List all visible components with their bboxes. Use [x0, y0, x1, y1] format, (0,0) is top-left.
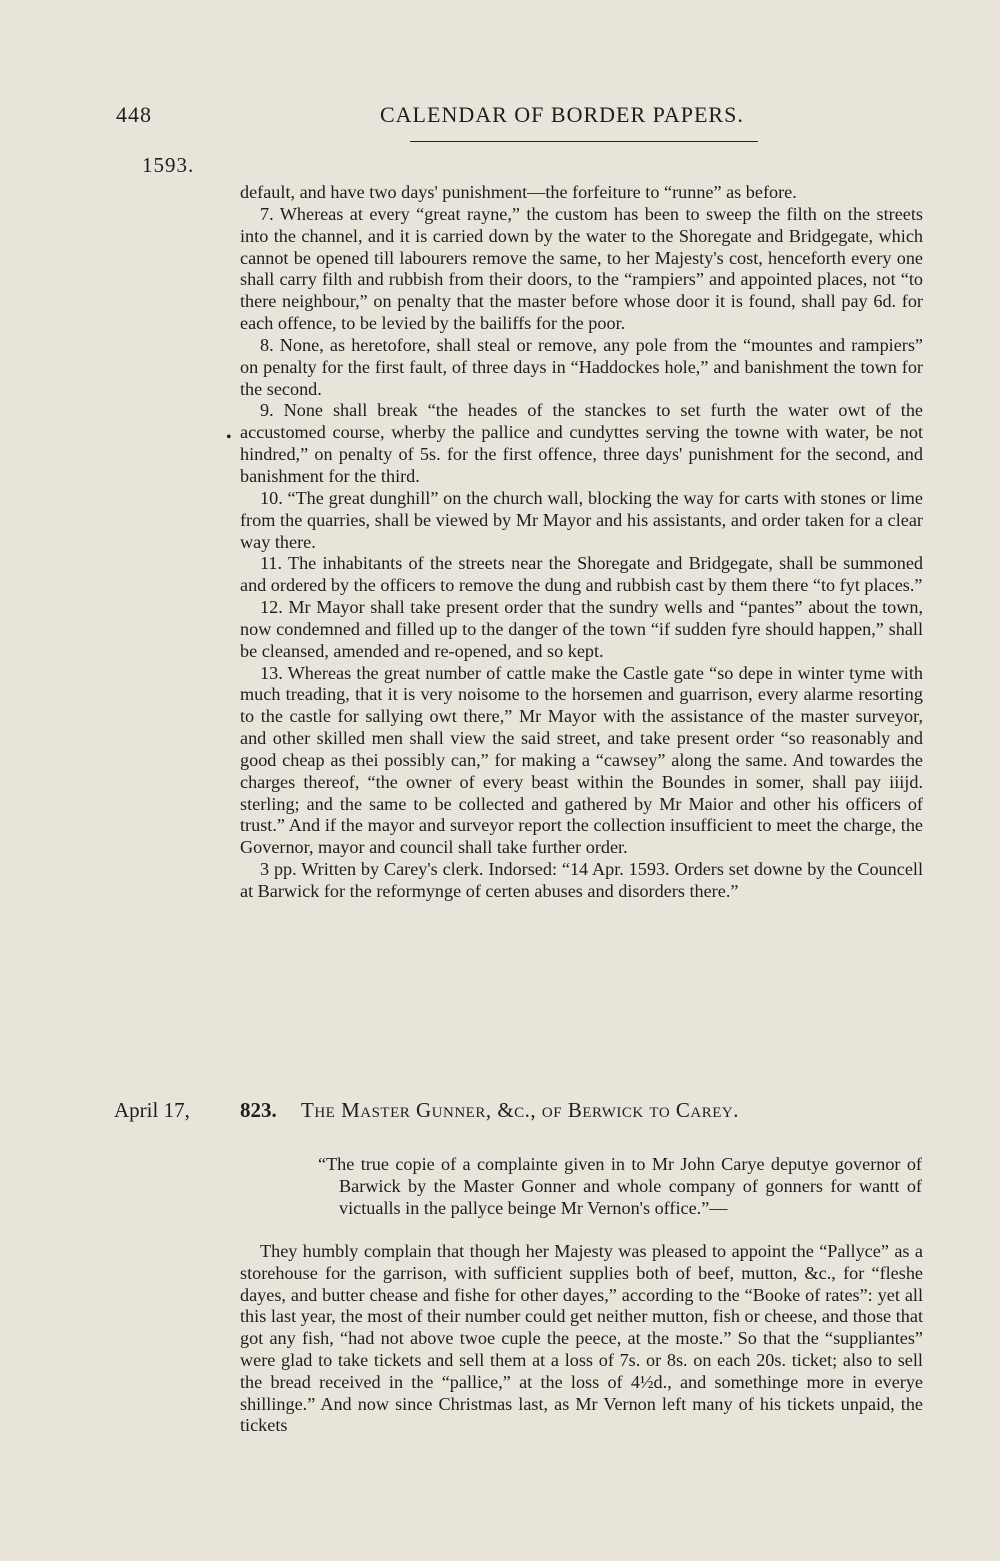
margin-dot-mark: •: [226, 429, 232, 446]
paragraph-item-8: 8. None, as heretofore, shall steal or remove, any pole from the “mountes and rampiers” on penalty for the first fault, of three days in “Haddockes hole,” and banishment the town for the second.: [240, 334, 923, 399]
running-head: CALENDAR OF BORDER PAPERS.: [380, 102, 744, 127]
quoted-heading-text: “The true copie of a complainte given in to Mr John Carye deputye governor of Barwick by the Master Gonner and whole company of gonners for wantt of victualls in the pallyce beinge Mr Vernon's office.”—: [318, 1154, 922, 1218]
paragraph-item-7: 7. Whereas at every “great rayne,” the custom has been to sweep the filth on the streets into the channel, and it is carried down by the water to the Shoregate and Bridgegate, which cannot be opened till labourers remove the same, to her Majesty's cost, henceforth every one shall carry filth and rubbish from their doors, to the “rampiers” and appointed places, not “to there neighbour,” on penalty that the master before whose door it is found, shall pay 6d. for each offence, to be levied by the bailiffs for the poor.: [240, 203, 923, 334]
entry-date: April 17,: [114, 1098, 190, 1122]
quoted-heading: [318, 1154, 922, 1220]
page-number: 448: [116, 102, 152, 127]
entry-number: 823.: [240, 1098, 277, 1122]
header-rule: [410, 141, 758, 142]
body-text: [240, 182, 923, 903]
year-margin-label: 1593.: [142, 153, 195, 177]
entry-title: The Master Gunner, &c., of Berwick to Carey.: [301, 1098, 739, 1122]
paragraph-item-9: 9. None shall break “the heades of the stanckes to set furth the water owt of the accustomed course, wherby the pallice and cundyttes serving the towne with water, be not hindred,” on penalty of 5s. for the first offence, three days' punishment for the second, and banishment for the third.: [240, 400, 923, 486]
paragraph-item-13: 13. Whereas the great number of cattle make the Castle gate “so depe in winter tyme with much treading, that it is very noisome to the horsemen and guarrison, every alarme resorting to the castle for sallying owt there,” Mr Mayor with the assistance of the master surveyor, and other skilled men shall view the said street, and take present order “so reasonably and good cheap as thei possibly can,” for making a “cawsey” along the same. And towardes the charges thereof, “the owner of every beast within the Boundes in somer, shall pay iiijd. sterling; and the same to be collected and gathered by Mr Maior and other his officers of trust.” And if the mayor and surveyor report the collection insufficient to meet the charge, the Governor, mayor and council shall take further order.: [240, 662, 923, 858]
paragraph-item-10: 10. “The great dunghill” on the church wall, blocking the way for carts with stones or lime from the quarries, shall be viewed by Mr Mayor and his assistants, and order taken for a clear way there.: [240, 487, 923, 552]
paragraph-item-12: 12. Mr Mayor shall take present order that the sundry wells and “pantes” about the town, now condemned and filled up to the danger of the town “if sudden fyre should happen,” shall be cleansed, amended and re-opened, and so kept.: [240, 597, 923, 661]
paragraph-item-11: 11. The inhabitants of the streets near the Shoregate and Bridgegate, shall be summoned and ordered by the officers to remove the dung and rubbish cast by them there “to fyt places.”: [240, 553, 923, 596]
paragraph-continued: default, and have two days' punishment—the forfeiture to “runne” as before.: [240, 182, 797, 202]
lower-body-text: [240, 1241, 923, 1437]
paragraph-complaint: They humbly complain that though her Majesty was pleased to appoint the “Pallyce” as a storehouse for the garrison, with sufficient supplies both of beef, mutton, &c., for “fleshe dayes, and butter chease and fishe for other dayes,” according to the “Booke of rates”: yet all this last year, the most of their number could get neither mutton, fish or cheese, and those that got any fish, “had not above twoe cuple the peece, at the moste.” So that the “suppliantes” were glad to take tickets and sell them at a loss of 7s. or 8s. on each 20s. ticket; also to sell the bread received in the “pallice,” at the loss of 4½d., and somethinge more in everye shillinge.” And now since Christmas last, as Mr Vernon left many of his tickets unpaid, the tickets: [240, 1241, 923, 1436]
paragraph-endorsement: 3 pp. Written by Carey's clerk. Indorsed: “14 Apr. 1593. Orders set downe by the Councell at Barwick for the reformynge of certen abuses and disorders there.”: [240, 859, 923, 901]
